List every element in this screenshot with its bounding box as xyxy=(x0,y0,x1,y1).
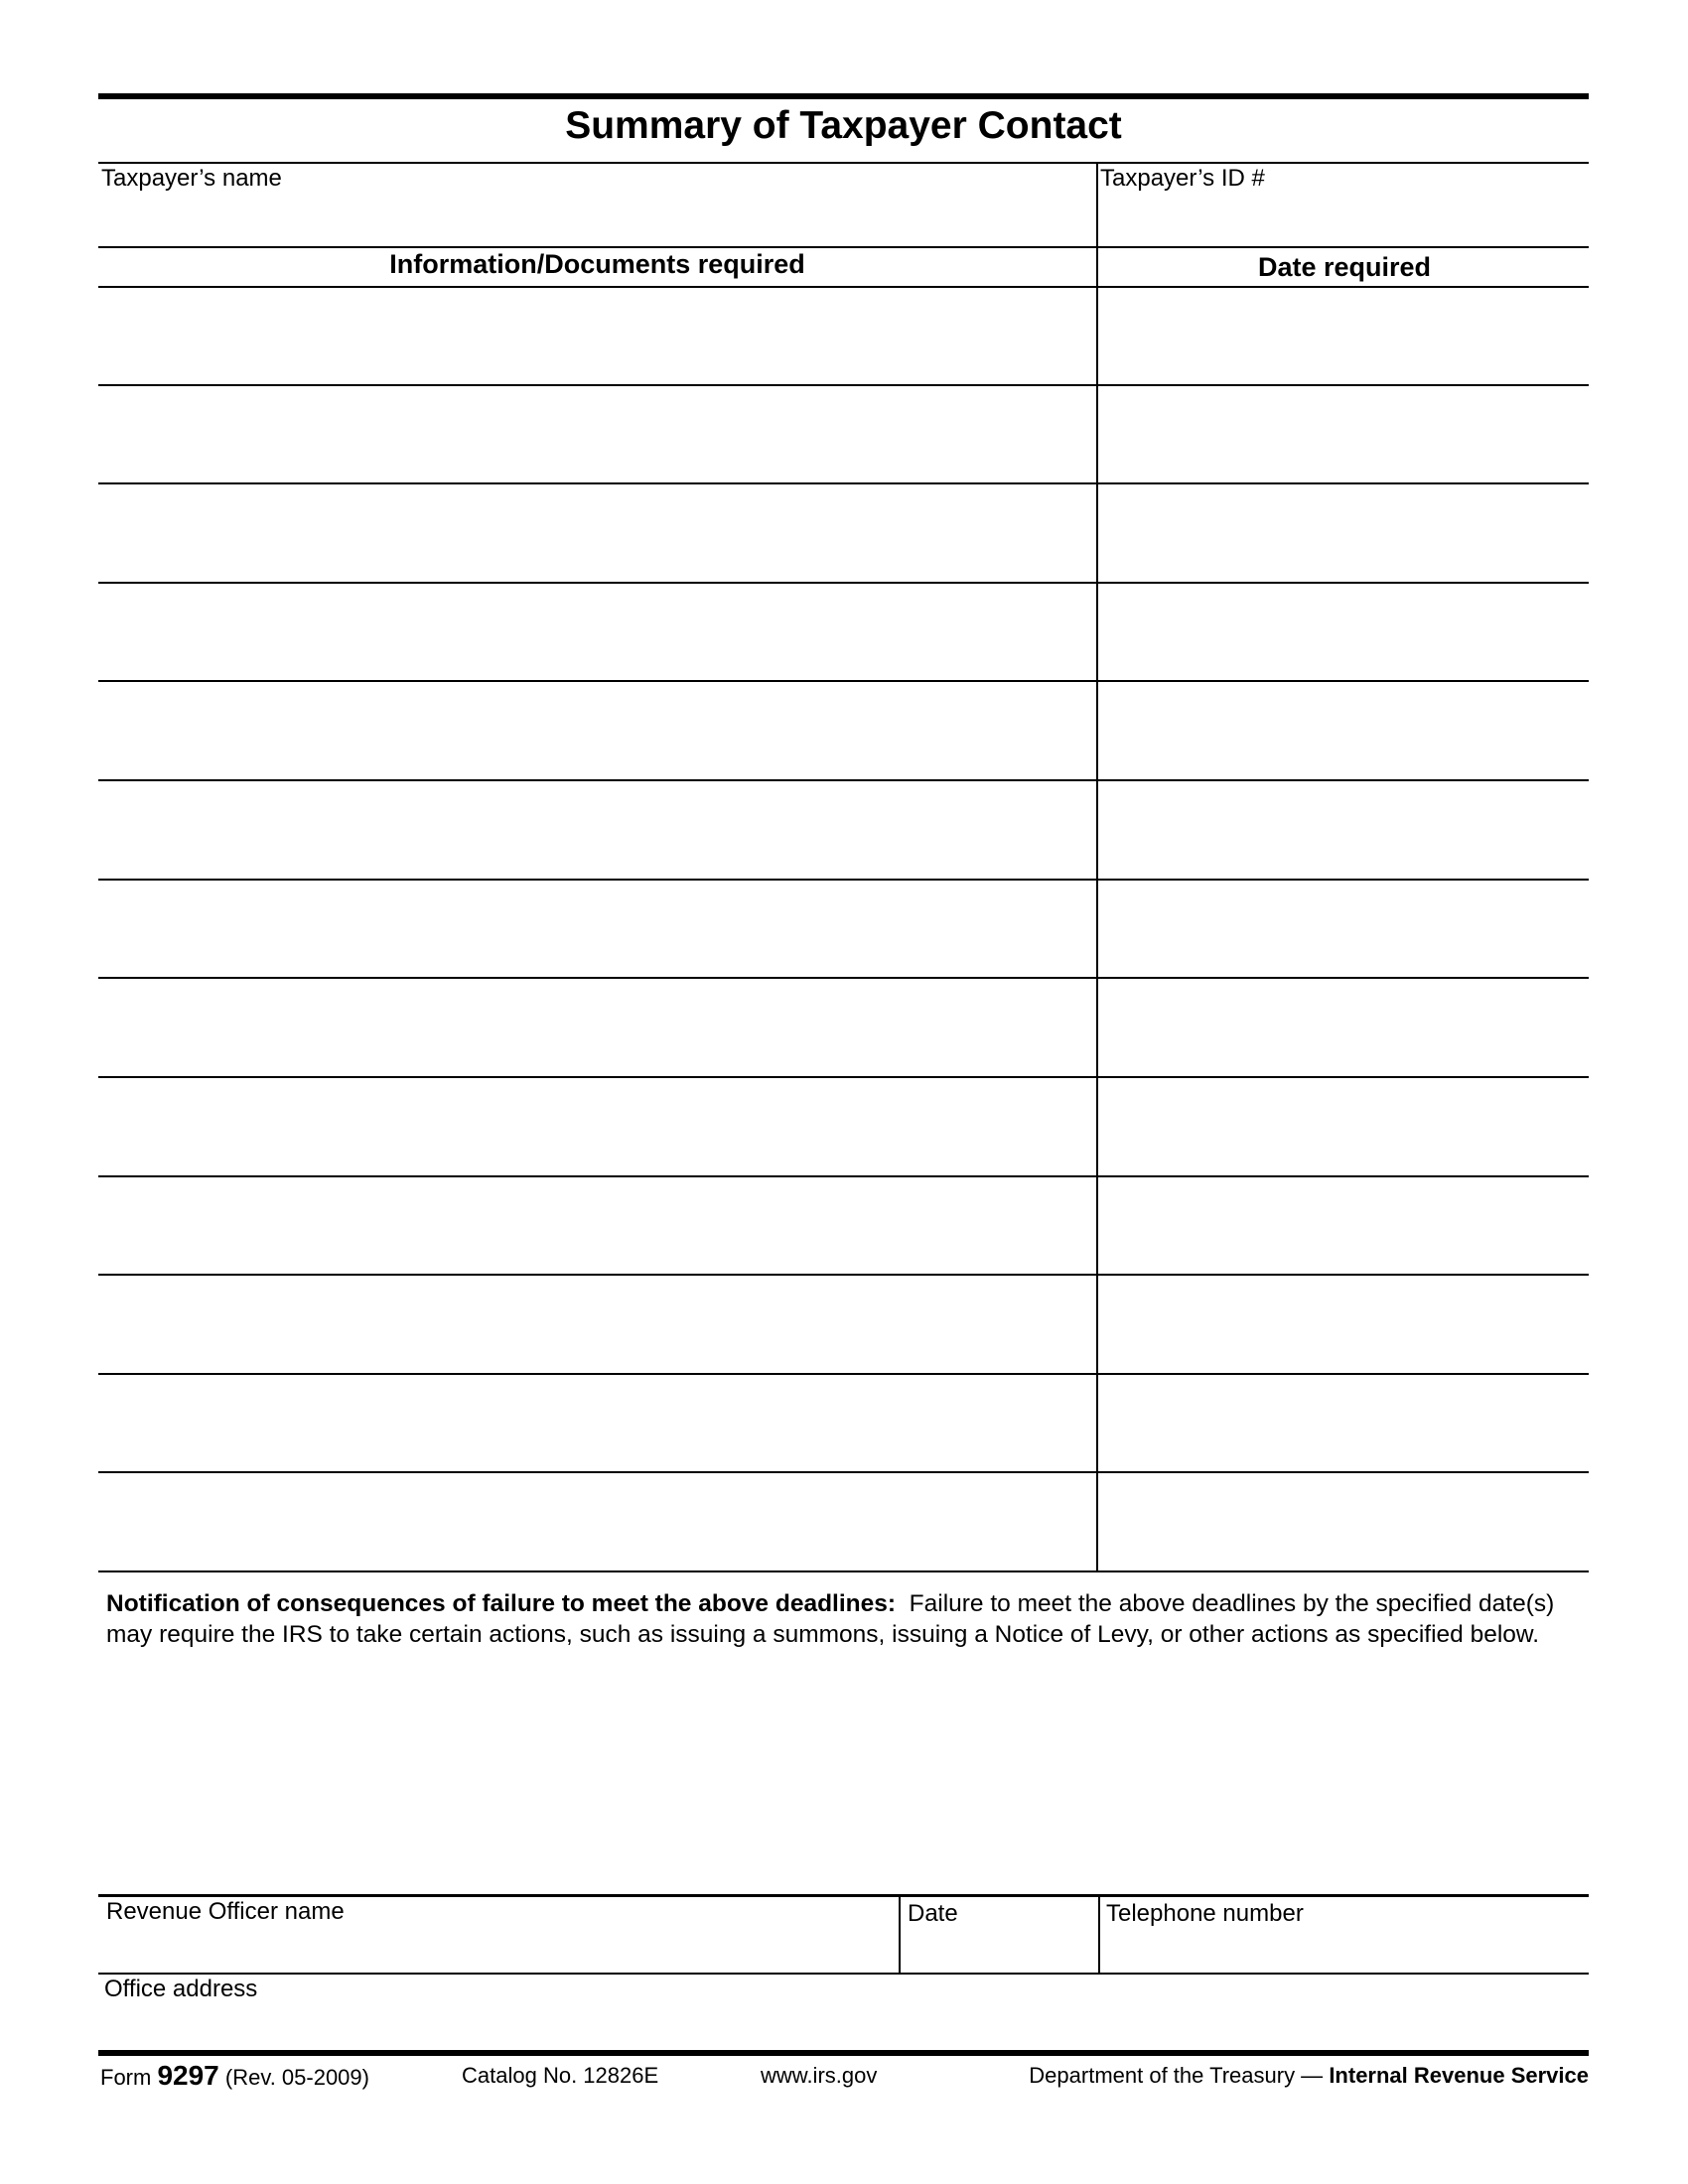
column-divider xyxy=(1096,162,1098,1571)
info-documents-cell[interactable] xyxy=(98,683,1094,778)
info-documents-cell[interactable] xyxy=(98,782,1094,878)
date-required-header: Date required xyxy=(1257,252,1432,282)
info-documents-cell[interactable] xyxy=(98,288,1094,383)
date-required-cell[interactable] xyxy=(1100,1376,1587,1471)
taxpayer-name-label: Taxpayer’s name xyxy=(101,165,282,192)
date-required-cell[interactable] xyxy=(1100,387,1587,482)
date-required-cell[interactable] xyxy=(1100,1277,1587,1372)
date-required-cell[interactable] xyxy=(1100,1079,1587,1174)
info-documents-cell[interactable] xyxy=(98,1474,1094,1570)
form-revision: (Rev. 05-2009) xyxy=(224,2065,369,2090)
department-text: Department of the Treasury — xyxy=(1029,2063,1324,2088)
table-row-rule xyxy=(98,779,1589,781)
info-documents-cell[interactable] xyxy=(98,1178,1094,1274)
taxpayer-name-field[interactable] xyxy=(98,195,1091,244)
agency-line xyxy=(1029,2062,1589,2090)
info-documents-cell[interactable] xyxy=(98,1277,1094,1372)
officer-date-divider xyxy=(899,1894,901,1974)
notice-heading: Notification of consequences of failure to meet the above deadlines: xyxy=(106,1590,897,1617)
office-address-rule xyxy=(98,1973,1589,1975)
table-row-rule xyxy=(98,1373,1589,1375)
info-documents-cell[interactable] xyxy=(98,882,1094,977)
irs-website: www.irs.gov xyxy=(761,2063,878,2088)
form-number: 9297 xyxy=(157,2060,219,2091)
revenue-officer-field[interactable] xyxy=(100,1928,895,1970)
date-required-cell[interactable] xyxy=(1100,485,1587,581)
info-documents-cell[interactable] xyxy=(98,980,1094,1075)
form-prefix: Form xyxy=(100,2065,152,2090)
table-row-rule xyxy=(98,977,1589,979)
office-address-label: Office address xyxy=(104,1976,258,2002)
top-rule xyxy=(98,93,1589,99)
header-rule xyxy=(98,162,1589,164)
agency-name: Internal Revenue Service xyxy=(1329,2063,1589,2088)
notice-body: Failure to meet the above deadlines by the specified date(s) may require the IRS to take certain actions, such as issuing a summons, issuing a Notice of Levy, or other actions as specified below. xyxy=(106,1590,1555,1648)
date-required-cell[interactable] xyxy=(1100,980,1587,1075)
table-row-rule xyxy=(98,1471,1589,1473)
date-label: Date xyxy=(908,1900,958,1927)
date-required-cell[interactable] xyxy=(1100,288,1587,383)
consequences-notice xyxy=(106,1588,1586,1650)
date-field[interactable] xyxy=(904,1930,1094,1970)
table-row-rule xyxy=(98,680,1589,682)
date-required-cell[interactable] xyxy=(1100,585,1587,680)
form-id xyxy=(100,2062,369,2092)
taxpayer-id-label: Taxpayer’s ID # xyxy=(1100,165,1265,192)
info-documents-header: Information/Documents required xyxy=(389,249,805,279)
info-documents-cell[interactable] xyxy=(98,1079,1094,1174)
telephone-field[interactable] xyxy=(1103,1930,1586,1970)
table-row-rule xyxy=(98,1076,1589,1078)
officer-top-rule xyxy=(98,1894,1589,1897)
form-title: Summary of Taxpayer Contact xyxy=(565,104,1122,147)
info-documents-cell[interactable] xyxy=(98,485,1094,581)
date-required-cell[interactable] xyxy=(1100,882,1587,977)
info-documents-cell[interactable] xyxy=(98,585,1094,680)
date-required-cell[interactable] xyxy=(1100,782,1587,878)
table-row-rule xyxy=(98,879,1589,881)
info-documents-cell[interactable] xyxy=(98,1376,1094,1471)
taxpayer-id-field[interactable] xyxy=(1102,195,1587,244)
date-required-cell[interactable] xyxy=(1100,1474,1587,1570)
date-required-cell[interactable] xyxy=(1100,683,1587,778)
date-required-cell[interactable] xyxy=(1100,1178,1587,1274)
revenue-officer-label: Revenue Officer name xyxy=(106,1898,345,1925)
table-row-rule xyxy=(98,482,1589,484)
table-row-rule xyxy=(98,1570,1589,1572)
footer-rule xyxy=(98,2050,1589,2056)
office-address-field[interactable] xyxy=(100,2005,1586,2047)
catalog-number: Catalog No. 12826E xyxy=(462,2063,659,2088)
telephone-label: Telephone number xyxy=(1106,1900,1304,1927)
table-row-rule xyxy=(98,1274,1589,1276)
date-telephone-divider xyxy=(1098,1894,1100,1974)
table-row-rule xyxy=(98,582,1589,584)
info-documents-cell[interactable] xyxy=(98,387,1094,482)
